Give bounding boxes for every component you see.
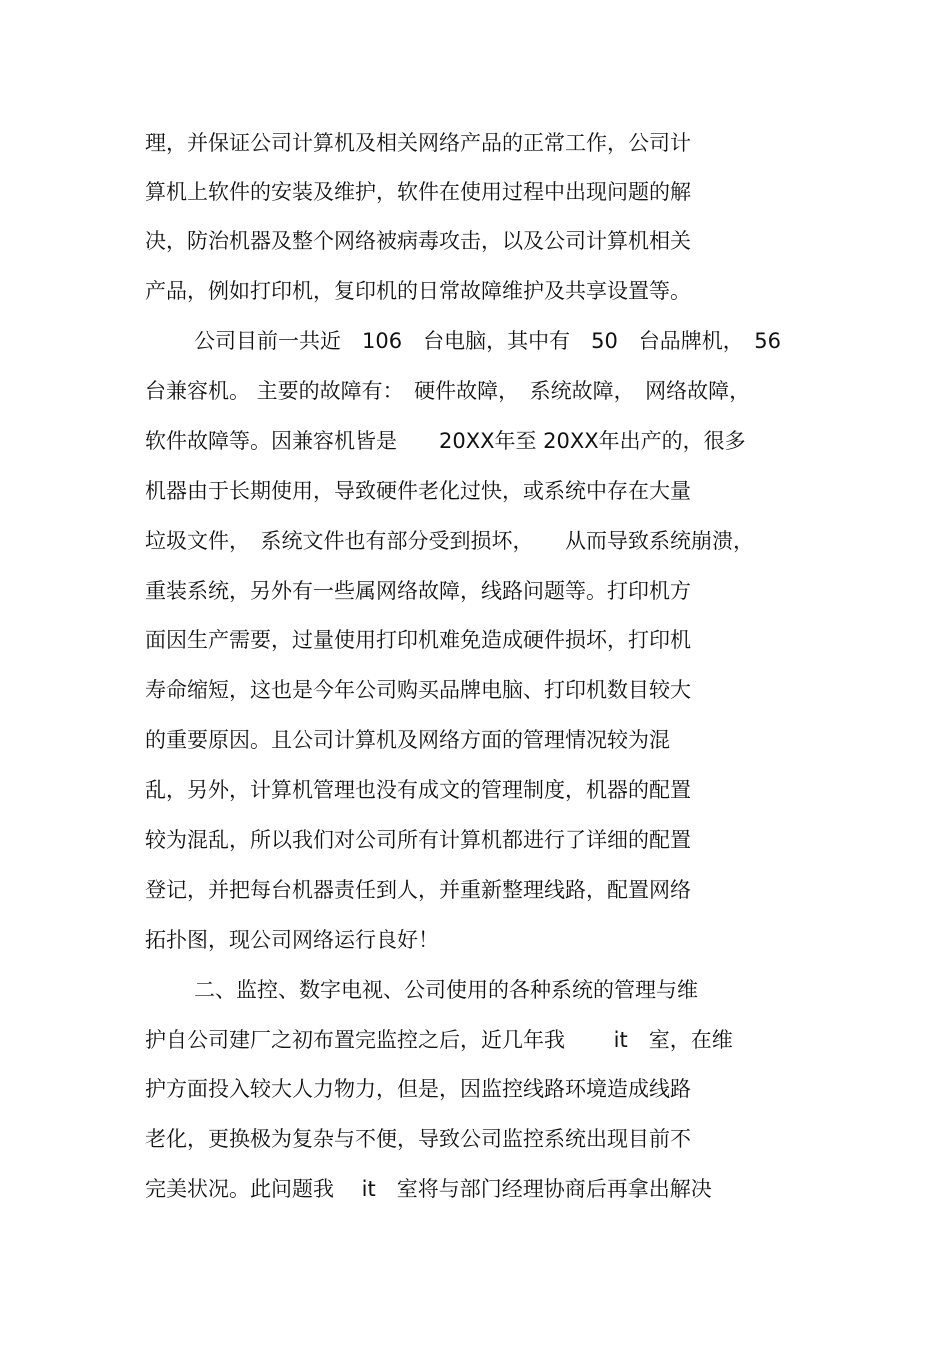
text-line-6: 台兼容机。 主要的故障有： 硬件故障， 系统故障， 网络故障， (145, 379, 751, 403)
text-line-19: 护自公司建厂之初布置完监控之后，近几年我 it 室，在维 (145, 1028, 733, 1052)
text-line-9: 垃圾文件， 系统文件也有部分受到损坏， 从而导致系统崩溃， (145, 529, 754, 553)
text-line-8: 机器由于长期使用，导致硬件老化过快，或系统中存在大量 (145, 479, 691, 503)
text-line-21: 老化，更换极为复杂与不便，导致公司监控系统出现目前不 (145, 1127, 691, 1151)
text-line-1: 理，并保证公司计算机及相关网络产品的正常工作，公司计 (145, 131, 691, 155)
text-line-2: 算机上软件的安装及维护，软件在使用过程中出现问题的解 (145, 180, 691, 204)
text-line-11: 面因生产需要，过量使用打印机难免造成硬件损坏，打印机 (145, 628, 691, 652)
text-line-16: 登记，并把每台机器责任到人，并重新整理线路，配置网络 (145, 878, 691, 902)
text-line-15: 较为混乱，所以我们对公司所有计算机都进行了详细的配置 (145, 828, 691, 852)
text-line-4: 产品，例如打印机，复印机的日常故障维护及共享设置等。 (145, 279, 691, 303)
text-line-7: 软件故障等。因兼容机皆是 20XX年至 20XX年出产的，很多 (145, 429, 746, 453)
text-line-12: 寿命缩短，这也是今年公司购买品牌电脑、打印机数目较大 (145, 678, 691, 702)
text-line-3: 决，防治机器及整个网络被病毒攻击，以及公司计算机相关 (145, 229, 691, 253)
section-heading-line: 二、监控、数字电视、公司使用的各种系统的管理与维 (194, 978, 698, 1002)
text-line-10: 重装系统，另外有一些属网络故障，线路问题等。打印机方 (145, 579, 691, 603)
text-line-22: 完美状况。此问题我 it 室将与部门经理协商后再拿出解决 (145, 1177, 712, 1201)
text-line-13: 的重要原因。且公司计算机及网络方面的管理情况较为混 (145, 728, 670, 752)
text-line-14: 乱，另外，计算机管理也没有成文的管理制度，机器的配置 (145, 778, 691, 802)
text-line-17: 拓扑图，现公司网络运行良好！ (145, 928, 439, 952)
paragraph-start-line: 公司目前一共近 106 台电脑，其中有 50 台品牌机， 56 (194, 329, 782, 353)
text-line-20: 护方面投入较大人力物力，但是，因监控线路环境造成线路 (145, 1077, 691, 1101)
